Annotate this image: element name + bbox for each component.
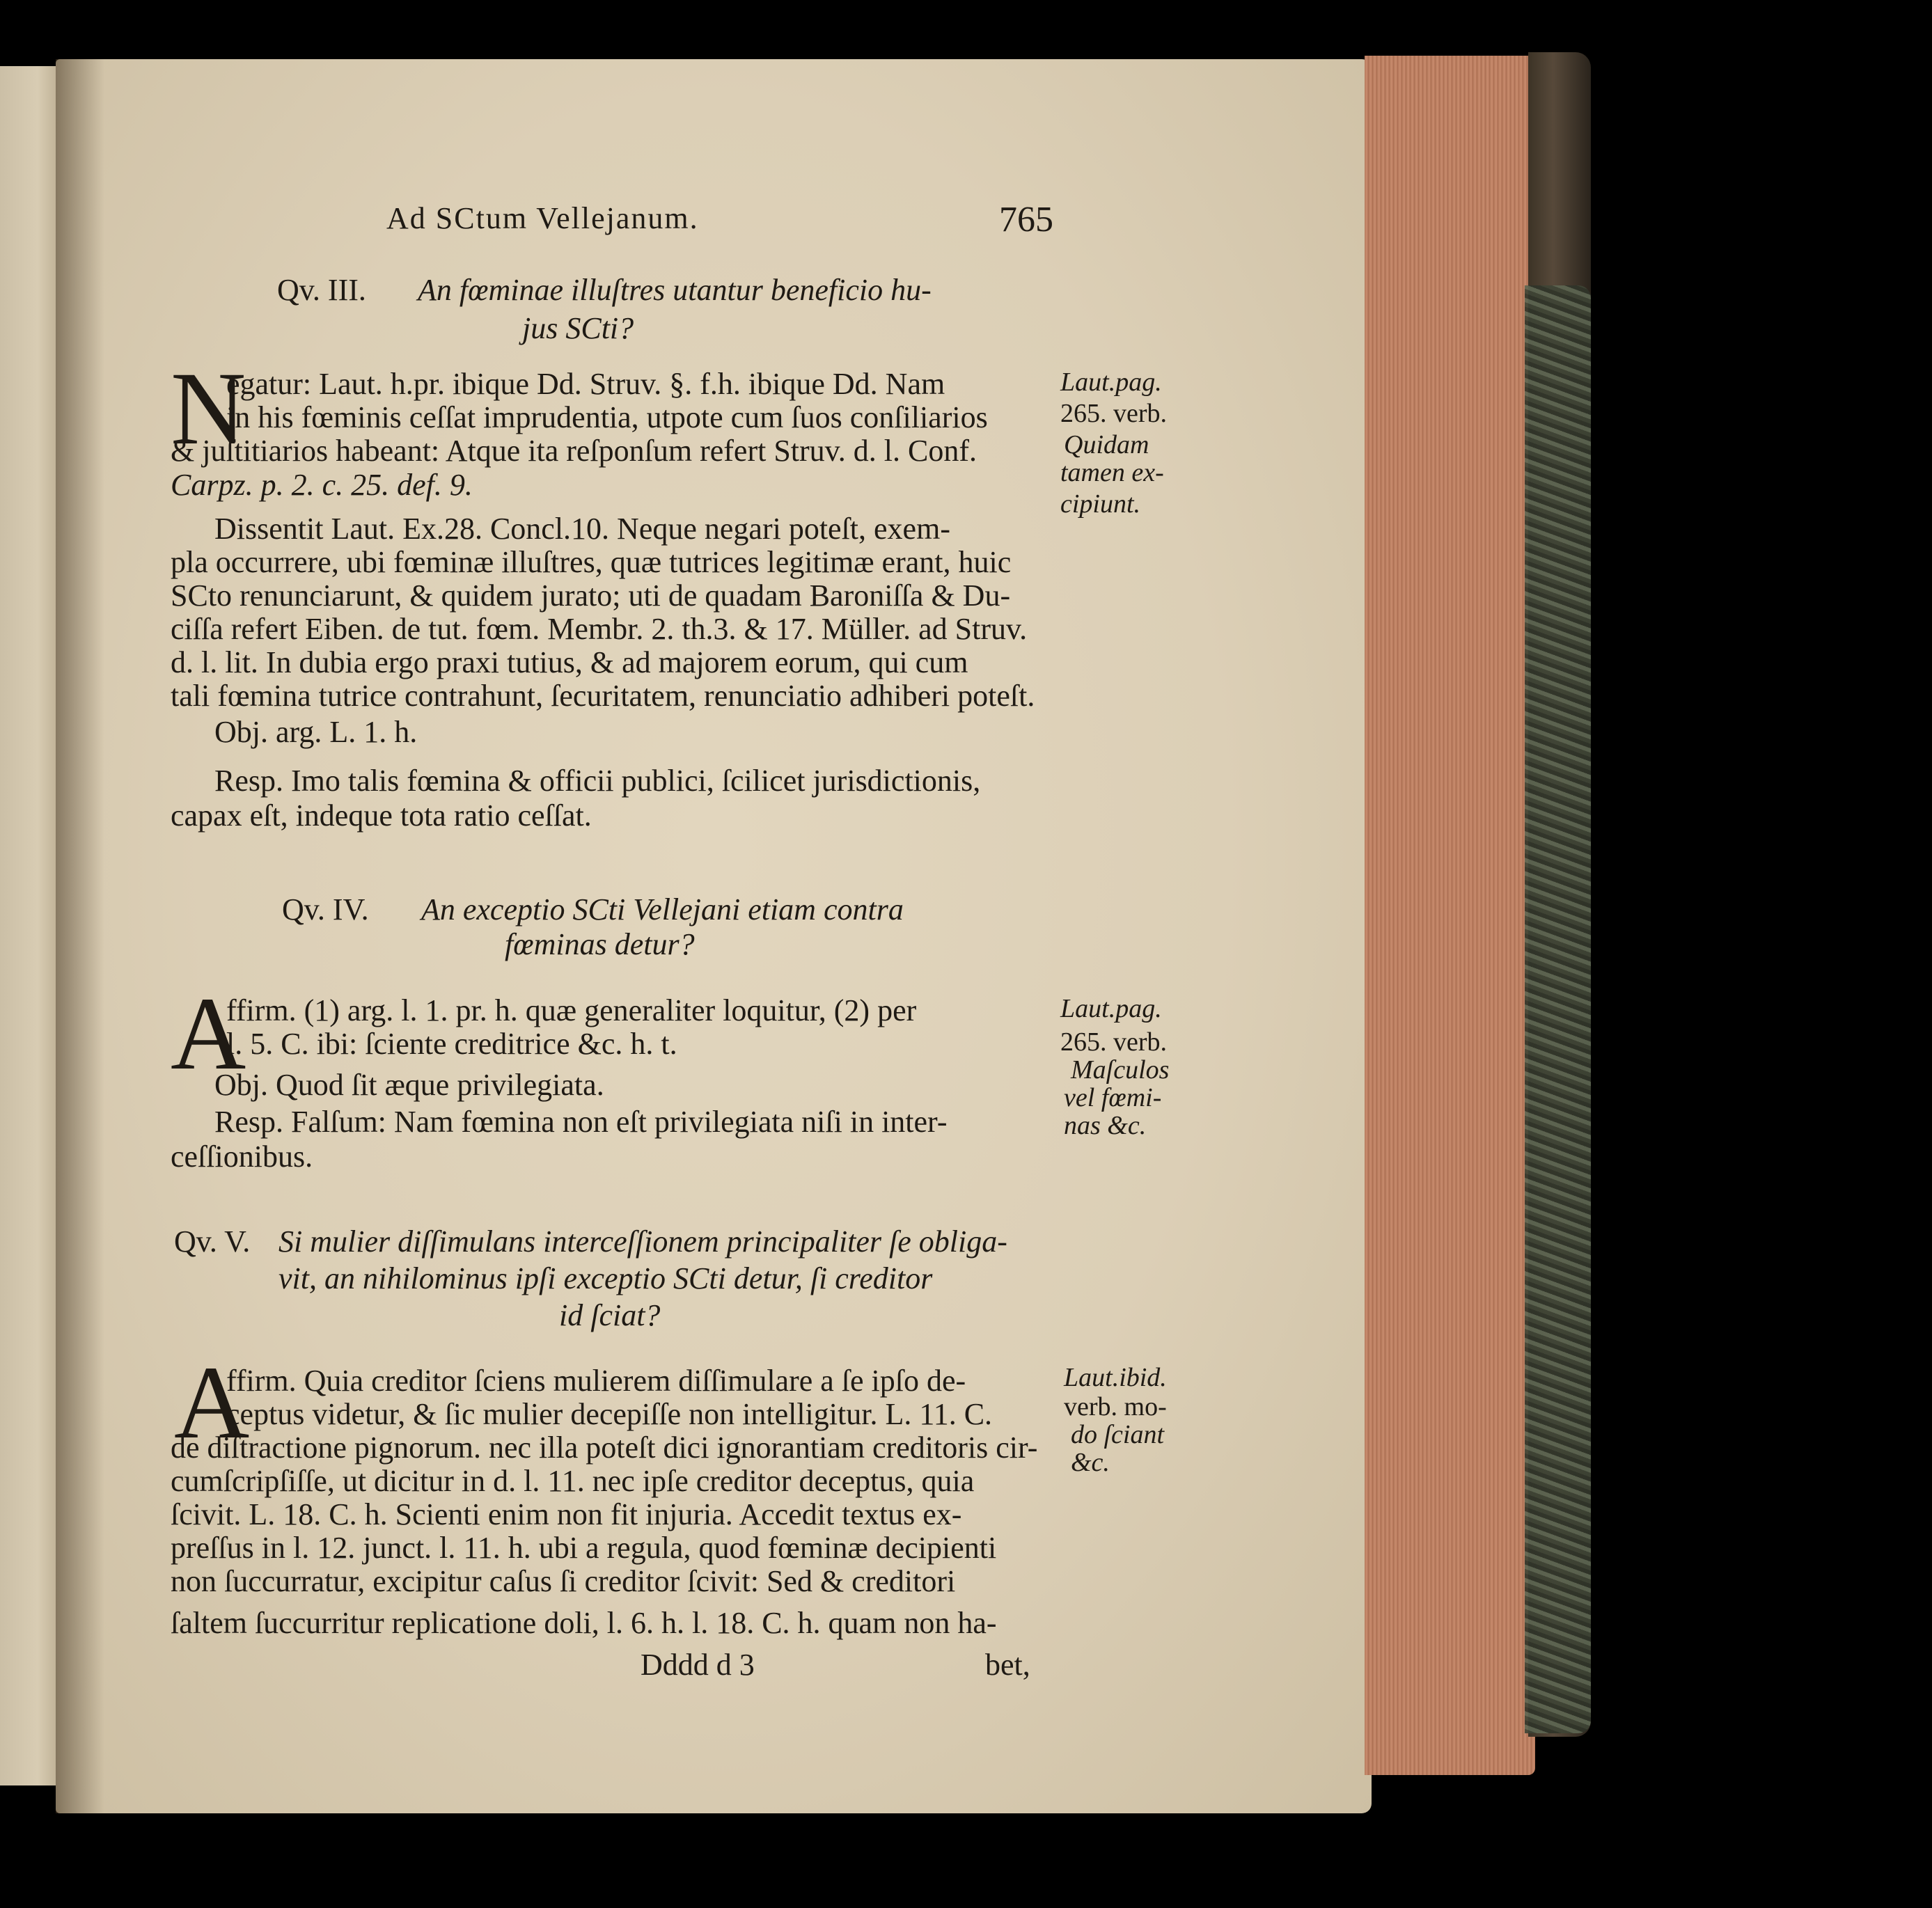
body-line: ffirm. (1) arg. l. 1. pr. h. quæ generaliter loquitur, (2) per: [226, 993, 917, 1027]
question-text: An exceptio SCti Vellejani etiam contra: [421, 892, 904, 927]
body-line: cumſcripſiſſe, ut dicitur in d. l. 11. nec ipſe creditor deceptus, quia: [171, 1464, 975, 1498]
margin-note: Laut.pag.: [1060, 994, 1162, 1023]
body-line: Resp. Imo talis fœmina & officii publici, ſcilicet jurisdictionis,: [214, 764, 981, 798]
body-line: ffirm. Quia creditor ſciens mulierem diſſimulare a ſe ipſo de-: [226, 1364, 966, 1398]
body-line: egatur: Laut. h.pr. ibique Dd. Struv. §. f.h. ibique Dd. Nam: [226, 367, 945, 401]
question-label: Qv. V.: [174, 1224, 251, 1259]
margin-note: do ſciant: [1071, 1420, 1165, 1449]
body-line: & juſtitiarios habeant: Atque ita reſponſum refert Struv. d. l. Conf.: [171, 434, 977, 468]
body-line: ceſſionibus.: [171, 1140, 313, 1174]
margin-note: Laut.ibid.: [1064, 1363, 1167, 1392]
body-line: pla occurrere, ubi fœminæ illuſtres, quæ tutrices legitimæ erant, huic: [171, 545, 1012, 579]
body-line: Obj. arg. L. 1. h.: [214, 715, 418, 749]
body-line: Obj. Quod ſit æque privilegiata.: [214, 1068, 604, 1102]
margin-note: 265. verb.: [1060, 1027, 1168, 1057]
body-line: capax eſt, indeque tota ratio ceſſat.: [171, 798, 592, 833]
body-line: l. 5. C. ibi: ſciente creditrice &c. h. t.: [226, 1027, 677, 1061]
margin-note: 265. verb.: [1060, 399, 1168, 428]
margin-note: verb. mo-: [1064, 1392, 1167, 1421]
margin-note: Quidam: [1064, 430, 1149, 459]
question-text: id ſciat?: [559, 1298, 661, 1332]
left-page-edge: [0, 66, 63, 1785]
margin-note: tamen ex-: [1060, 458, 1164, 487]
body-line: ſcivit. L. 18. C. h. Scienti enim non fit injuria. Accedit textus ex-: [171, 1497, 962, 1531]
page-gutter-shadow: [56, 59, 104, 1813]
body-line: ciſſa refert Eiben. de tut. fœm. Membr. 2. th.3. & 17. Müller. ad Struv.: [171, 612, 1028, 646]
body-line: in his fœminis ceſſat imprudentia, utpote cum ſuos conſiliarios: [226, 400, 988, 434]
signature-mark: Dddd d 3: [641, 1648, 755, 1682]
margin-note: Laut.pag.: [1060, 368, 1162, 397]
drop-cap: A: [171, 976, 246, 1091]
marbled-cover-board: [1525, 285, 1591, 1733]
question-text: fœminas detur?: [505, 927, 695, 961]
margin-note: vel fœmi-: [1064, 1083, 1162, 1112]
margin-note: Maſculos: [1071, 1055, 1170, 1085]
body-line: Dissentit Laut. Ex.28. Concl.10. Neque negari poteſt, exem-: [214, 512, 950, 546]
body-line: preſſus in l. 12. junct. l. 11. h. ubi a regula, quod fœminæ decipienti: [171, 1531, 997, 1565]
body-line: SCto renunciarunt, & quidem jurato; uti de quadam Baroniſſa & Du-: [171, 578, 1011, 613]
body-line: Carpz. p. 2. c. 25. def. 9.: [171, 468, 473, 502]
page-number: 765: [999, 200, 1053, 239]
question-text: Si mulier diſſimulans interceſſionem principaliter ſe obliga-: [278, 1224, 1007, 1259]
question-label: Qv. IV.: [282, 892, 369, 927]
body-line: d. l. lit. In dubia ergo praxi tutius, & ad majorem eorum, qui cum: [171, 645, 968, 679]
body-line: tali fœmina tutrice contrahunt, ſecuritatem, renunciatio adhiberi poteſt.: [171, 679, 1035, 713]
margin-note: &c.: [1071, 1448, 1110, 1477]
question-text: jus SCti?: [522, 311, 634, 345]
body-line: ſaltem ſuccurritur replicatione doli, l. 6. h. l. 18. C. h. quam non ha-: [171, 1606, 997, 1640]
body-line: ceptus videtur, & ſic mulier decepiſſe non intelligitur. L. 11. C.: [226, 1397, 993, 1431]
page-block-edge: [1365, 56, 1535, 1775]
running-title: Ad SCtum Vellejanum.: [386, 201, 699, 235]
question-label: Qv. III.: [277, 273, 366, 307]
question-text: An fœminae illuſtres utantur beneficio hu-: [418, 273, 932, 307]
body-line: non ſuccurratur, excipitur caſus ſi creditor ſcivit: Sed & creditori: [171, 1564, 956, 1598]
body-line: de diſtractione pignorum. nec illa poteſt dici ignorantiam creditoris cir-: [171, 1430, 1038, 1465]
drop-cap: N: [171, 351, 246, 466]
body-line: Resp. Falſum: Nam fœmina non eſt privilegiata niſi in inter-: [214, 1105, 948, 1139]
margin-note: cipiunt.: [1060, 489, 1141, 519]
question-text: vit, an nihilominus ipſi exceptio SCti detur, ſi creditor: [278, 1261, 933, 1295]
drop-cap: A: [174, 1345, 250, 1460]
margin-note: nas &c.: [1064, 1111, 1147, 1140]
catchword: bet,: [985, 1648, 1030, 1682]
